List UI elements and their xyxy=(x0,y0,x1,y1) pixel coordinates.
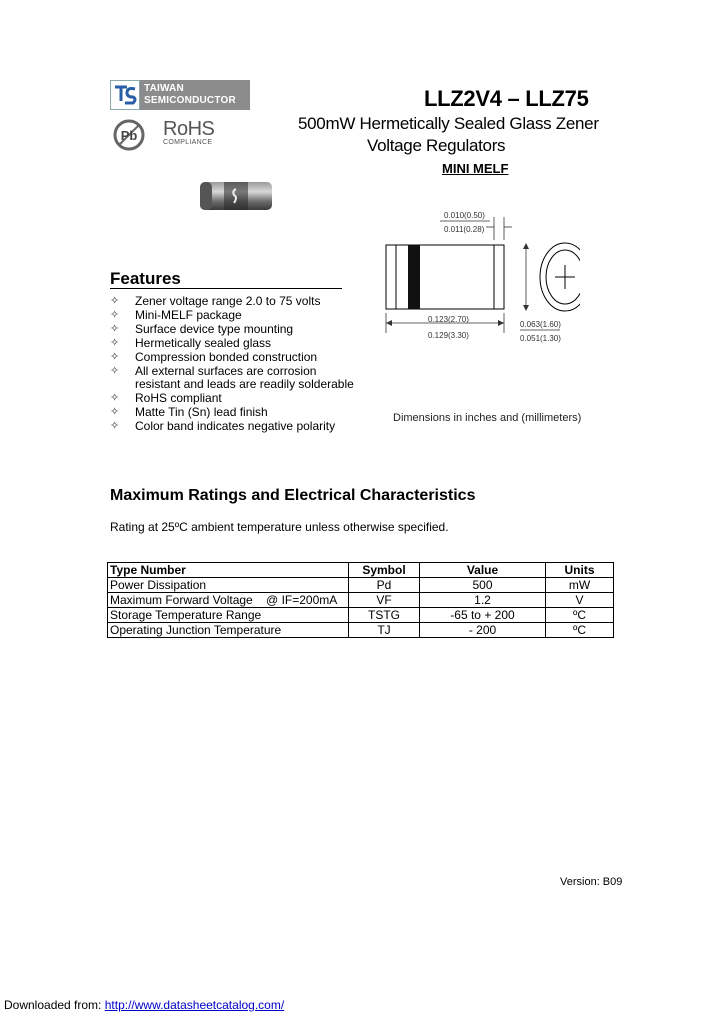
feature-text: Matte Tin (Sn) lead finish xyxy=(135,405,268,420)
rohs-badge xyxy=(163,119,214,147)
bullet-icon: ✧ xyxy=(110,350,120,363)
unit-cell: ºC xyxy=(546,623,614,638)
feature-text: Compression bonded construction xyxy=(135,349,318,364)
bullet-icon: ✧ xyxy=(110,336,120,349)
pb-text: Pb xyxy=(120,128,138,143)
dim-bottom-1: 0.123(2.70) xyxy=(428,315,469,324)
ts-logo-icon xyxy=(110,80,140,110)
column-header: Units xyxy=(546,563,614,578)
feature-text: Color band indicates negative polarity xyxy=(135,419,336,434)
bullet-icon: ✧ xyxy=(110,295,120,307)
download-link[interactable]: http://www.datasheetcatalog.com/ xyxy=(104,998,285,1012)
rohs-text: RoHS xyxy=(163,118,215,140)
table-row xyxy=(108,593,614,608)
param-cell: Operating Junction Temperature xyxy=(108,623,349,638)
bullet-icon: ✧ xyxy=(110,364,120,377)
feature-item xyxy=(110,337,354,351)
table-row xyxy=(108,623,614,638)
download-label: Downloaded from: xyxy=(4,998,102,1012)
company-logo xyxy=(110,80,250,110)
symbol-cell: TJ xyxy=(349,623,420,638)
feature-item xyxy=(110,323,354,337)
value-cell: 1.2 xyxy=(420,593,546,608)
feature-text: Surface device type mounting xyxy=(135,321,294,336)
column-header: Type Number xyxy=(108,563,349,578)
bullet-icon: ✧ xyxy=(110,308,120,321)
bullet-icon: ✧ xyxy=(110,322,120,335)
value-cell: 500 xyxy=(420,578,546,593)
feature-item xyxy=(110,406,354,420)
value-cell: -65 to + 200 xyxy=(420,608,546,623)
feature-item xyxy=(110,295,354,309)
pb-free-icon xyxy=(113,119,145,151)
rating-note: Rating at 25ºC ambient temperature unless otherwise specified. xyxy=(110,520,449,534)
dim-top-2: 0.011(0.28) xyxy=(444,225,485,234)
rohs-sub-text: COMPLIANCE xyxy=(163,139,213,146)
dim-right-1: 0.063(1.60) xyxy=(520,320,561,329)
bullet-icon: ✧ xyxy=(110,420,120,433)
feature-text: RoHS compliant xyxy=(135,391,222,406)
unit-cell: mW xyxy=(546,578,614,593)
unit-cell: ºC xyxy=(546,608,614,623)
param-cell: Power Dissipation xyxy=(108,578,349,593)
param-cell: Maximum Forward Voltage @ IF=200mA xyxy=(108,593,349,608)
symbol-cell: Pd xyxy=(349,578,420,593)
table-row xyxy=(108,608,614,623)
ratings-heading: Maximum Ratings and Electrical Characteristics xyxy=(110,487,476,504)
dimension-drawing xyxy=(380,205,580,345)
dimension-caption: Dimensions in inches and (millimeters) xyxy=(393,412,582,424)
logo-line-2: SEMICONDUCTOR xyxy=(144,95,236,106)
column-header: Value xyxy=(420,563,546,578)
table-row xyxy=(108,578,614,593)
features-divider xyxy=(110,288,342,289)
feature-text: resistant and leads are readily solderable xyxy=(135,377,354,392)
dim-bottom-2: 0.129(3.30) xyxy=(428,331,469,340)
feature-item-continuation xyxy=(110,378,354,392)
feature-item xyxy=(110,351,354,365)
dim-right-2: 0.051(1.30) xyxy=(520,334,561,343)
table-header-row xyxy=(108,563,614,578)
download-source xyxy=(4,998,284,1012)
subtitle-line-1: 500mW Hermetically Sealed Glass Zener xyxy=(298,114,599,133)
param-cell: Storage Temperature Range xyxy=(108,608,349,623)
bullet-icon: ✧ xyxy=(110,392,120,405)
package-label: MINI MELF xyxy=(442,161,509,176)
subtitle-line-2: Voltage Regulators xyxy=(367,136,506,155)
value-cell: - 200 xyxy=(420,623,546,638)
part-title: LLZ2V4 – LLZ75 xyxy=(424,86,589,111)
diode-photo xyxy=(198,179,274,213)
ratings-table xyxy=(107,562,614,638)
feature-item xyxy=(110,392,354,406)
unit-cell: V xyxy=(546,593,614,608)
bullet-icon: ✧ xyxy=(110,406,120,419)
version-label: Version: B09 xyxy=(560,876,623,888)
column-header: Symbol xyxy=(349,563,420,578)
feature-text: Zener voltage range 2.0 to 75 volts xyxy=(135,294,321,308)
feature-item xyxy=(110,365,354,379)
dim-top-1: 0.010(0.50) xyxy=(444,211,485,220)
symbol-cell: TSTG xyxy=(349,608,420,623)
logo-text xyxy=(140,80,250,110)
logo-line-1: TAIWAN xyxy=(144,83,184,94)
feature-text: Mini-MELF package xyxy=(135,307,242,322)
feature-text: All external surfaces are corrosion xyxy=(135,363,317,378)
feature-item xyxy=(110,420,354,434)
symbol-cell: VF xyxy=(349,593,420,608)
feature-item xyxy=(110,309,354,323)
features-list xyxy=(110,295,354,434)
features-heading: Features xyxy=(110,269,181,288)
feature-text: Hermetically sealed glass xyxy=(135,335,272,350)
